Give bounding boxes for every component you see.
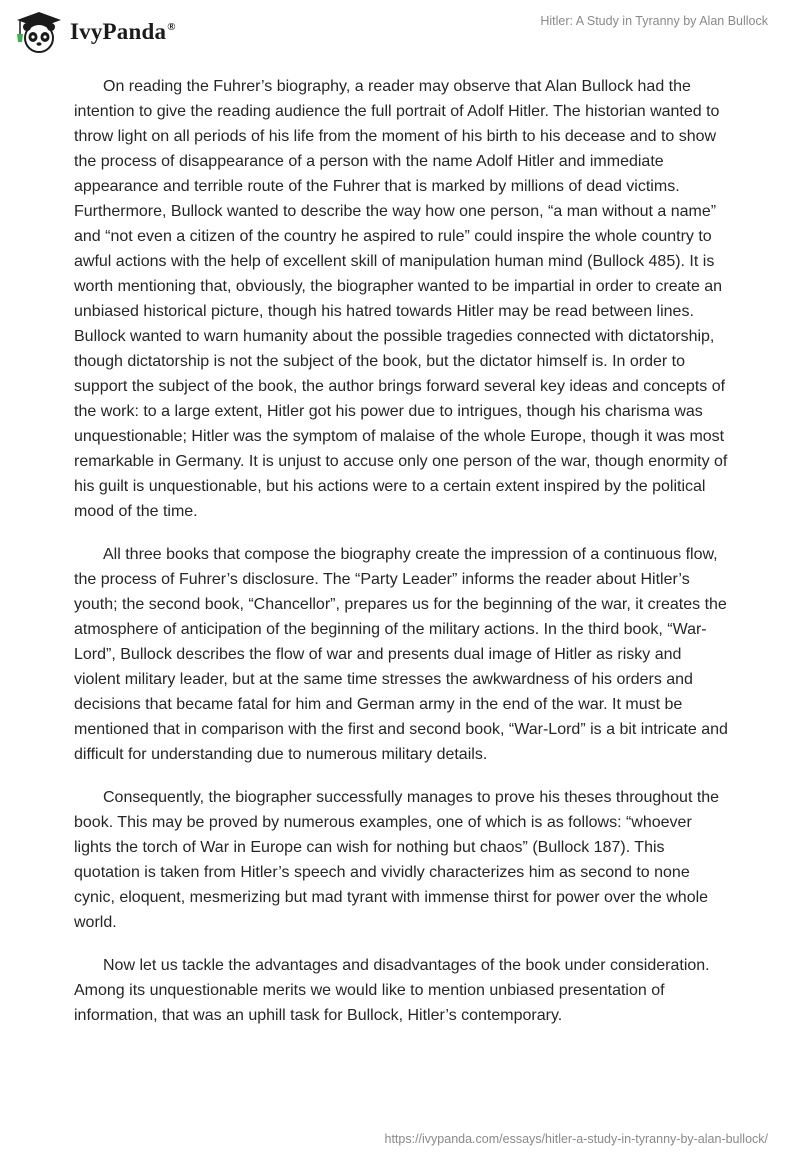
paragraph-3: Consequently, the biographer successfully manages to prove his theses throughout the book. This may be proved by numerous examples, one of which is as follows: “whoever lights the torch of War in Europe can wish for nothing but chaos” (Bullock 187). This quotation is taken from Hitler’s speech and vividly characterizes him as second to none cynic, eloquent, mesmerizing but mad tyrant with immense thirst for power over the whole world.: [74, 789, 720, 931]
registered-mark: ®: [167, 21, 176, 34]
logo-wordmark: IvyPanda®: [70, 19, 176, 44]
paragraph-2: All three books that compose the biography create the impression of a continuous flow, the process of Fuhrer’s disclosure. The “Party Leader” informs the reader about Hitler’s youth; the second book, “Chancellor”, prepares us for the beginning of the war, it creates the atmosphere of anticipation of the beginning of the military actions. In the third book, “War-Lord”, Bullock describes the flow of war and presents dual image of Hitler as risky and violent military leader, but at the same time stresses the awkwardness of his orders and decisions that became fatal for him and German army in the end of the war. It must be mentioned that in comparison with the first and second book, “War-Lord” is a bit intricate and difficult for understanding due to numerous military details.: [74, 546, 728, 763]
paragraph-4: Now let us tackle the advantages and disadvantages of the book under consideration. Among its unquestionable merits we would like to mention unbiased presentation of information, that was an uphill task for Bullock, Hitler’s contemporary.: [74, 957, 710, 1024]
source-url[interactable]: https://ivypanda.com/essays/hitler-a-study-in-tyranny-by-alan-bullock/: [384, 1132, 768, 1146]
panda-graduate-icon: [14, 10, 64, 54]
ivypanda-logo[interactable]: [14, 10, 176, 54]
page-header: [0, 0, 800, 64]
paragraph-1: On reading the Fuhrer’s biography, a reader may observe that Alan Bullock had the intention to give the reading audience the full portrait of Adolf Hitler. The historian wanted to throw light on all periods of his life from the moment of his birth to his decease and to show the process of disappearance of a person with the name Adolf Hitler and immediate appearance and terrible route of the Fuhrer that is marked by millions of dead victims. Furthermore, Bullock wanted to describe the way how one person, “a man without a name” and “not even a citizen of the country he aspired to rule” could inspire the whole country to awful actions with the help of excellent skill of manipulation human mind (Bullock 485). It is worth mentioning that, obviously, the biographer wanted to be impartial in order to create an unbiased historical picture, though his hatred towards Hitler may be read between lines. Bullock wanted to warn humanity about the possible tragedies connected with dictatorship, though dictatorship is not the subject of the book, but the dictator himself is. In order to support the subject of the book, the author brings forward several key ideas and concepts of the work: to a large extent, Hitler got his power due to intrigues, though his charisma was unquestionable; Hitler was the symptom of malaise of the whole Europe, though it was most remarkable in Germany. It is unjust to accuse only one person of the war, though enormity of his guilt is unquestionable, but his actions were to a certain extent inspired by the political mood of the time.: [74, 78, 728, 520]
document-title: Hitler: A Study in Tyranny by Alan Bullock: [540, 14, 768, 28]
essay-body: [74, 74, 728, 1046]
